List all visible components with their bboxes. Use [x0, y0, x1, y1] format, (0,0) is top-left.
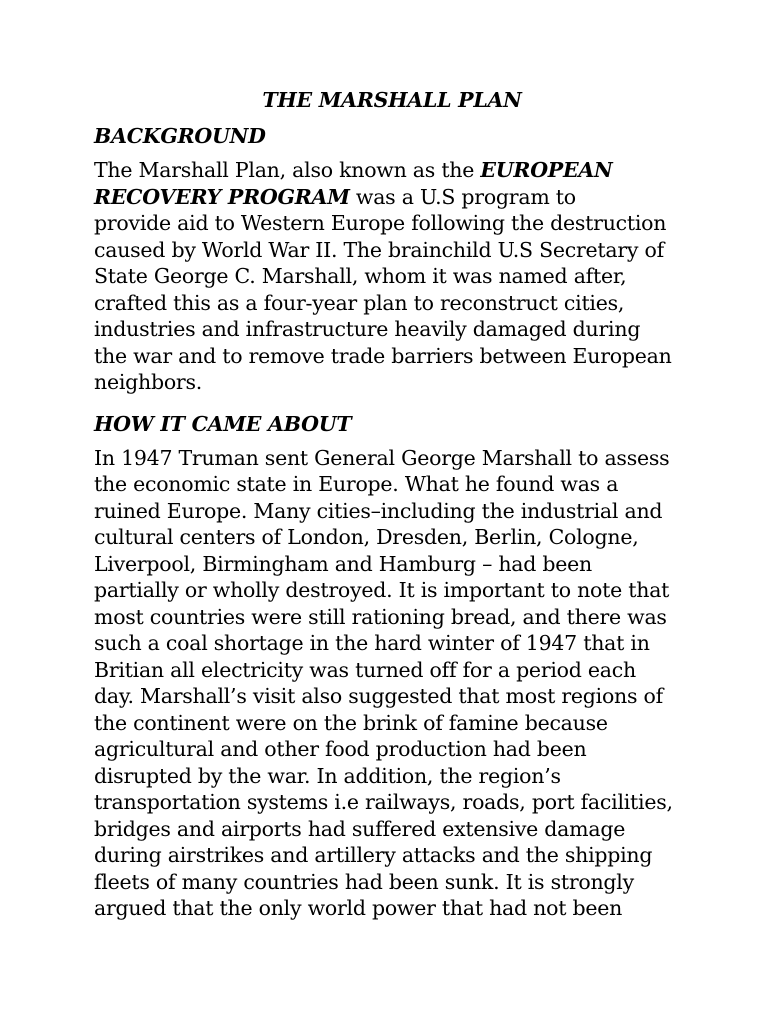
line-text: agricultural and other food production had been: [94, 737, 587, 761]
paragraph-line: [94, 789, 684, 816]
line-text: day. Marshall’s visit also suggested that most regions of: [94, 684, 663, 708]
line-text: neighbors.: [94, 370, 203, 394]
paragraph-line: [94, 184, 684, 211]
paragraph-line: [94, 290, 684, 317]
line-text: was a U.S program to: [349, 184, 576, 209]
paragraph-line: [94, 471, 684, 498]
section-heading-how-it-came-about: HOW IT CAME ABOUT: [94, 411, 352, 436]
line-text: fleets of many countries had been sunk. It is strongly: [94, 869, 634, 894]
paragraph-line: [94, 869, 684, 896]
line-text: partially or wholly destroyed. It is important to note that: [94, 578, 670, 602]
paragraph-line: [94, 343, 684, 370]
paragraph-line: [94, 657, 684, 684]
paragraph-line: [94, 237, 684, 264]
line-text: The Marshall Plan, also known as the: [94, 158, 481, 182]
line-text: In 1947 Truman sent General George Marshall to assess: [94, 445, 670, 470]
section-background: [94, 122, 684, 396]
emphasized-text: RECOVERY PROGRAM: [94, 184, 350, 209]
paragraph-line: [94, 263, 684, 290]
line-text: State George C. Marshall, whom it was named after,: [94, 264, 627, 288]
paragraph-line: [94, 577, 684, 604]
paragraph-line: [94, 445, 684, 472]
line-text: caused by World War II. The brainchild U.S Secretary of: [94, 237, 664, 262]
line-text: bridges and airports had suffered extensive damage: [94, 816, 626, 841]
line-text: argued that the only world power that had not been: [94, 896, 623, 920]
paragraph-line: [94, 210, 684, 237]
document-title: THE MARSHALL PLAN: [262, 88, 522, 112]
section-paragraph-background: [94, 157, 684, 396]
line-text: the continent were on the brink of famine because: [94, 710, 608, 735]
paragraph-line: [94, 710, 684, 737]
section-paragraph-how-it-came-about: [94, 445, 684, 922]
section-how-it-came-about: [94, 410, 684, 922]
line-text: crafted this as a four-year plan to reconstruct cities,: [94, 290, 625, 315]
document-body: [94, 86, 684, 936]
line-text: Britian all electricity was turned off for a period each: [94, 657, 636, 682]
line-text: such a coal shortage in the hard winter of 1947 that in: [94, 631, 650, 655]
line-text: provide aid to Western Europe following the destruction: [94, 211, 667, 235]
line-text: ruined Europe. Many cities–including the industrial and: [94, 498, 663, 523]
paragraph-line: [94, 683, 684, 710]
line-text: cultural centers of London, Dresden, Berlin, Cologne,: [94, 525, 639, 549]
line-text: most countries were still rationing bread, and there was: [94, 604, 667, 629]
line-text: during airstrikes and artillery attacks and the shipping: [94, 843, 653, 867]
emphasized-text: EUROPEAN: [480, 158, 613, 182]
paragraph-line: [94, 895, 684, 922]
paragraph-line: [94, 369, 684, 396]
line-text: transportation systems i.e railways, roads, port facilities,: [94, 790, 673, 814]
paragraph-line: [94, 551, 684, 578]
paragraph-line: [94, 736, 684, 763]
paragraph-line: [94, 630, 684, 657]
line-text: industries and infrastructure heavily damaged during: [94, 317, 641, 341]
paragraph-line: [94, 524, 684, 551]
paragraph-line: [94, 816, 684, 843]
line-text: the war and to remove trade barriers between European: [94, 343, 672, 368]
line-text: the economic state in Europe. What he found was a: [94, 472, 619, 496]
paragraph-line: [94, 157, 684, 184]
line-text: Liverpool, Birmingham and Hamburg – had been: [94, 551, 592, 576]
paragraph-line: [94, 316, 684, 343]
paragraph-line: [94, 604, 684, 631]
section-heading-background: BACKGROUND: [94, 124, 266, 148]
paragraph-line: [94, 763, 684, 790]
paragraph-line: [94, 498, 684, 525]
line-text: disrupted by the war. In addition, the region’s: [94, 763, 561, 788]
paragraph-line: [94, 842, 684, 869]
